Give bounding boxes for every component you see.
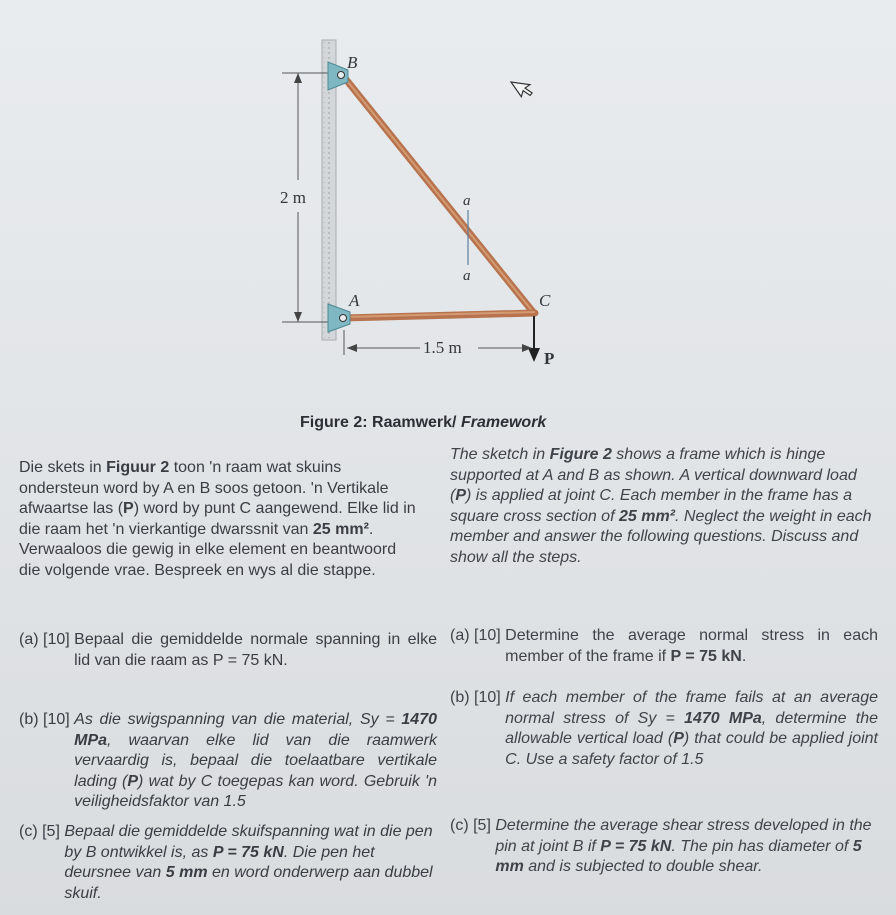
intro-af-text: toon 'n raam wat skuins ondersteun word by A en B soos getoon. 'n Vertikale afwaartse las (: [19, 459, 389, 517]
intro-afrikaans: [19, 458, 419, 581]
intro-en-text: The sketch in: [450, 446, 550, 463]
intro-en-bold: 25 mm²: [618, 507, 675, 525]
question-bold: 1470 MPa: [684, 709, 762, 727]
node-label-b: B: [347, 53, 358, 72]
mouse-cursor-icon: [511, 74, 535, 100]
question-text: . The pin has diameter of: [671, 837, 853, 855]
question-text: en word onderwerp aan dubbel skuif.: [64, 864, 433, 902]
question-text: . Die pen het deursnee van: [64, 843, 375, 881]
question-label: (c) [5]: [450, 817, 496, 834]
question-a-english: [450, 626, 878, 667]
height-label: 2 m: [280, 188, 306, 207]
intro-af-bold: Figuur 2: [106, 459, 170, 476]
node-label-c: C: [539, 291, 551, 310]
question-text: Determine the average normal stress in each member of the frame if: [505, 627, 878, 665]
intro-af-text: . Verwaaloos die gewig in elke element en beantwoord die volgende vrae. Bespreek en wys al die stappe.: [19, 520, 397, 579]
intro-en-text: shows a frame which is hinge supported at A and B as shown. A vertical downward load (: [450, 446, 857, 504]
question-text: ) wat by C toegepas kan word. Gebruik 'n veiligheidsfaktor van 1.5: [74, 772, 437, 810]
question-bold: P = 75 kN: [212, 843, 284, 861]
question-text: ) that could be applied joint C. Use a safety factor of 1.5: [505, 730, 878, 768]
question-bold: 5 mm: [165, 864, 208, 881]
load-arrow-p: [528, 316, 554, 368]
intro-af-text: ) word by punt C aangewend. Elke lid in die raam het 'n vierkantige dwarssnit van: [19, 500, 416, 538]
intro-en-bold: P: [455, 487, 466, 504]
question-text: Determine the average shear stress developed in the pin at joint B if: [495, 817, 872, 855]
load-label-p: P: [544, 349, 555, 368]
section-aa: [463, 193, 471, 284]
question-c-afrikaans: [19, 822, 437, 904]
section-label-bottom: a: [463, 268, 471, 284]
question-c-english: [450, 816, 878, 878]
question-bold: 5 mm: [495, 837, 862, 875]
support-b: [328, 62, 348, 90]
support-a: [328, 304, 350, 332]
question-label: (a) [10]: [450, 627, 506, 644]
figure-caption: [300, 414, 546, 432]
intro-af-bold: P: [123, 500, 134, 517]
question-text: .: [741, 647, 747, 665]
question-text: Bepaal die gemiddelde skuifspanning wat in die pen by B ontwikkel is, as: [64, 823, 433, 861]
question-text: If each member of the frame fails at an average normal stress of Sy =: [505, 689, 878, 727]
intro-af-bold: 25 mm²: [312, 520, 369, 538]
question-label: (c) [5]: [19, 823, 65, 840]
intro-af-text: Die skets in: [19, 459, 107, 476]
question-bold: 1470 MPa: [74, 711, 437, 749]
question-bold: P: [673, 730, 684, 747]
caption-italic: Framework: [460, 414, 547, 431]
question-bold: P = 75 kN: [600, 837, 672, 855]
question-b-afrikaans: [19, 710, 437, 813]
question-bold: P = 75 kN: [670, 647, 742, 665]
question-text: , determine the allowable vertical load (: [505, 709, 879, 747]
question-label: (b) [10]: [19, 711, 75, 728]
question-label: (a) [10]: [19, 631, 75, 648]
question-text: As die swigspanning van die material, Sy =: [74, 711, 402, 728]
question-a-afrikaans: [19, 630, 437, 671]
question-text: and is subjected to double shear.: [523, 858, 763, 875]
question-text: Bepaal die gemiddelde normale spanning in elke lid van die raam as P = 75 kN.: [74, 631, 437, 669]
question-text: , waarvan elke lid van die raamwerk vervaardig is, bepaal die toelaatbare vertikale lading (: [74, 731, 437, 790]
width-dimension: [344, 330, 532, 357]
question-bold: P: [127, 772, 139, 790]
intro-en-bold: Figure 2: [549, 446, 612, 463]
width-label: 1.5 m: [423, 338, 462, 357]
question-b-english: [450, 688, 878, 770]
intro-english: [450, 445, 875, 568]
caption-bold: Figure 2: Raamwerk/: [300, 414, 461, 431]
section-label-top: a: [463, 193, 471, 209]
framework-figure: [0, 0, 896, 420]
intro-en-text: . Neglect the weight in each member and answer the following questions. Discuss and show all the steps.: [450, 507, 872, 566]
node-label-a: A: [349, 291, 360, 310]
intro-en-text: ) is applied at joint C. Each member in the frame has a square cross section of: [450, 487, 852, 525]
question-label: (b) [10]: [450, 689, 506, 706]
